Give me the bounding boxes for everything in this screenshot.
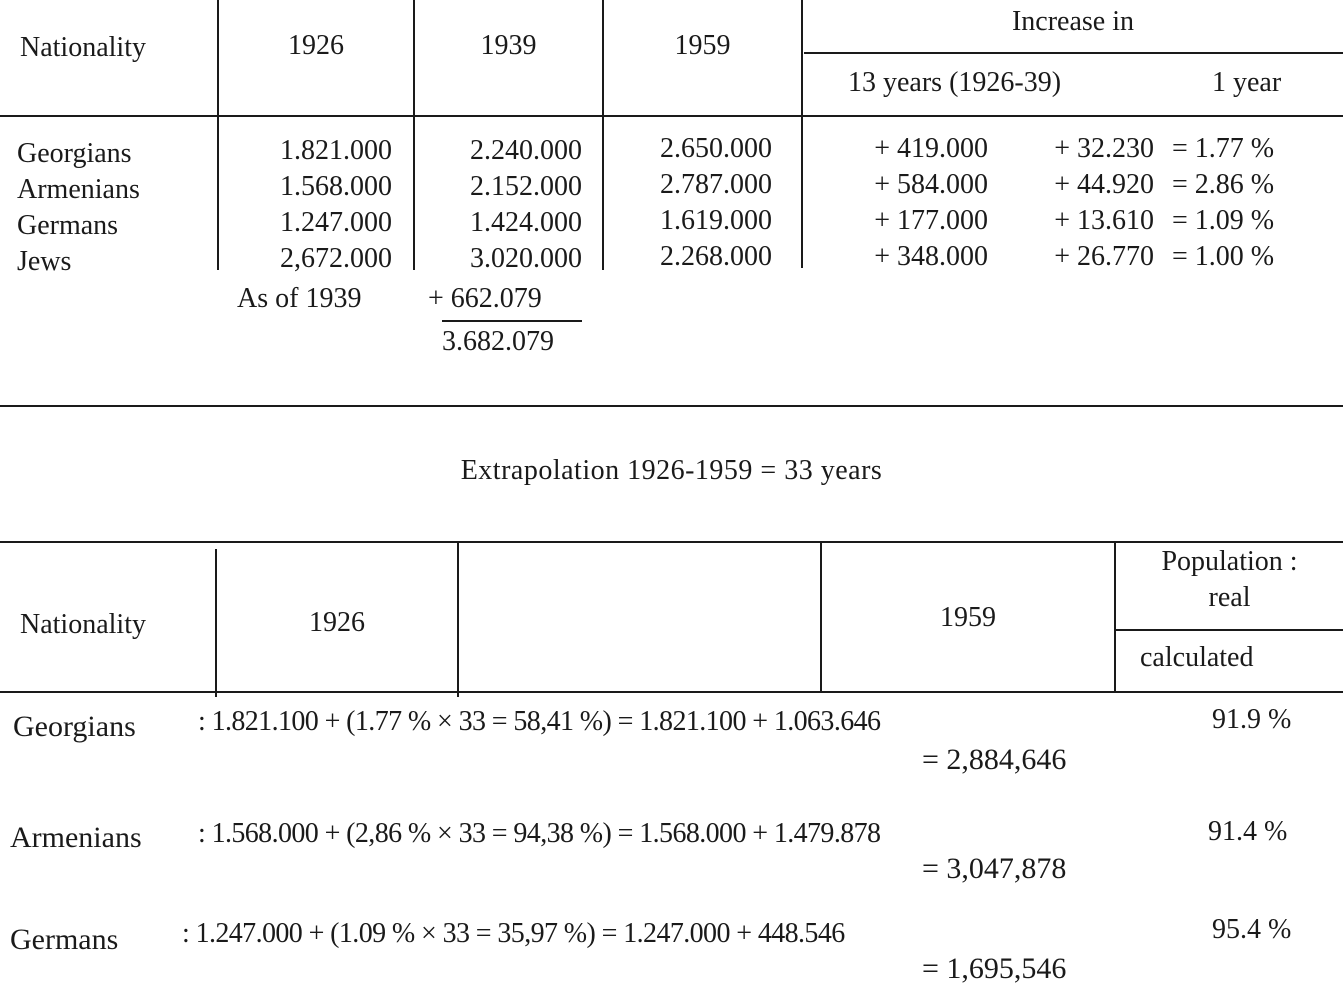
table1-cell-inc13: + 177.000	[874, 205, 988, 236]
table2-row-result: = 1,695,546	[922, 952, 1067, 985]
table1-pct-column	[1172, 131, 1274, 275]
table2-row-name: Germans	[10, 923, 119, 956]
table2-header-calculated: calculated	[1140, 642, 1254, 673]
table1-increase-rule	[804, 52, 1343, 54]
table1-col-divider-4	[801, 0, 803, 268]
table1-header-increase: Increase in	[1011, 6, 1135, 37]
table2-top-rule	[0, 541, 1343, 543]
table2-row-pct: 91.9 %	[1212, 704, 1292, 735]
table1-1959-column	[607, 131, 772, 275]
table1-header-1959: 1959	[674, 30, 731, 61]
table1-header-nationality: Nationality	[20, 32, 146, 63]
table2-header-1926: 1926	[309, 607, 365, 638]
table1-cell-1959: 2.268.000	[660, 241, 772, 272]
table1-cell-1939: 3.020.000	[470, 243, 582, 274]
table1-cell-1926: 1.247.000	[280, 207, 392, 238]
table1-cell-inc1: + 32.230	[1054, 133, 1154, 164]
table2-header-1959: 1959	[940, 602, 996, 633]
table1-cell-1926: 2,672.000	[280, 243, 392, 274]
table1-row-name: Armenians	[17, 174, 140, 205]
table1-cell-1926: 1.568.000	[280, 171, 392, 202]
table2-row-formula: : 1.247.000 + (1.09 % × 33 = 35,97 %) = 1.247.000 + 448.546	[182, 918, 845, 949]
table1-cell-pct: = 2.86 %	[1172, 169, 1275, 200]
table1-cell-pct: = 1.09 %	[1172, 205, 1275, 236]
table1-row-name: Germans	[17, 210, 119, 241]
table1-cell-inc13: + 419.000	[874, 133, 988, 164]
table1-cell-pct: = 1.77 %	[1172, 133, 1275, 164]
table1-header-bottom-rule	[0, 115, 1343, 117]
table2-row-name: Georgians	[13, 710, 136, 743]
extrapolation-title: Extrapolation 1926-1959 = 33 years	[460, 455, 883, 486]
table1-as-of-add: + 662.079	[428, 283, 542, 314]
table1-inc1-column	[1000, 131, 1154, 275]
table1-cell-inc1: + 44.920	[1054, 169, 1154, 200]
table1-header-13-years: 13 years (1926-39)	[848, 67, 1062, 98]
table2-row-pct: 91.4 %	[1208, 816, 1288, 847]
table2-row-pct: 95.4 %	[1212, 914, 1292, 945]
table1-cell-1959: 1.619.000	[660, 205, 772, 236]
table1-header-1926: 1926	[288, 30, 344, 61]
table1-cell-1939: 2.152.000	[470, 171, 582, 202]
table2-row-result: = 3,047,878	[922, 852, 1067, 885]
table1-cell-1959: 2.787.000	[660, 169, 772, 200]
table1-header-1939: 1939	[480, 30, 537, 61]
table1-as-of-total: 3.682.079	[442, 326, 554, 357]
table2-header-bottom-rule	[0, 691, 1343, 693]
table2-row-formula: : 1.568.000 + (2,86 % × 33 = 94,38 %) = 1.568.000 + 1.479.878	[198, 818, 881, 849]
section-separator	[0, 405, 1343, 407]
table1-row-name: Georgians	[17, 138, 132, 169]
table1-1939-column	[418, 133, 582, 277]
table1-cell-1959: 2.650.000	[660, 133, 772, 164]
table2-row-formula: : 1.821.100 + (1.77 % × 33 = 58,41 %) = 1.821.100 + 1.063.646	[198, 706, 881, 737]
table2-row-result: = 2,884,646	[922, 743, 1067, 776]
table1-names-column	[17, 136, 140, 280]
table1-cell-inc13: + 348.000	[874, 241, 988, 272]
table1-cell-1939: 1.424.000	[470, 207, 582, 238]
table1-header-1-year: 1 year	[1212, 67, 1282, 98]
table1-cell-1926: 1.821.000	[280, 135, 392, 166]
table1-cell-inc13: + 584.000	[874, 169, 988, 200]
table1-1926-column	[222, 133, 392, 277]
table1-as-of-label: As of 1939	[237, 283, 362, 314]
table2-header-nationality: Nationality	[20, 609, 146, 640]
table2-population-rule	[1116, 629, 1343, 631]
table1-cell-1939: 2.240.000	[470, 135, 582, 166]
table2-header-real: real	[1208, 582, 1251, 613]
table1-cell-inc1: + 26.770	[1054, 241, 1154, 272]
table2-header-population: Population :	[1161, 546, 1298, 577]
table1-inc13-column	[820, 131, 988, 275]
table2-row-name: Armenians	[10, 821, 142, 854]
table1-row-name: Jews	[17, 246, 72, 277]
table1-sum-rule	[442, 320, 582, 322]
table2-col-divider-2	[457, 543, 459, 697]
table1-cell-inc1: + 13.610	[1054, 205, 1154, 236]
table1-cell-pct: = 1.00 %	[1172, 241, 1275, 272]
